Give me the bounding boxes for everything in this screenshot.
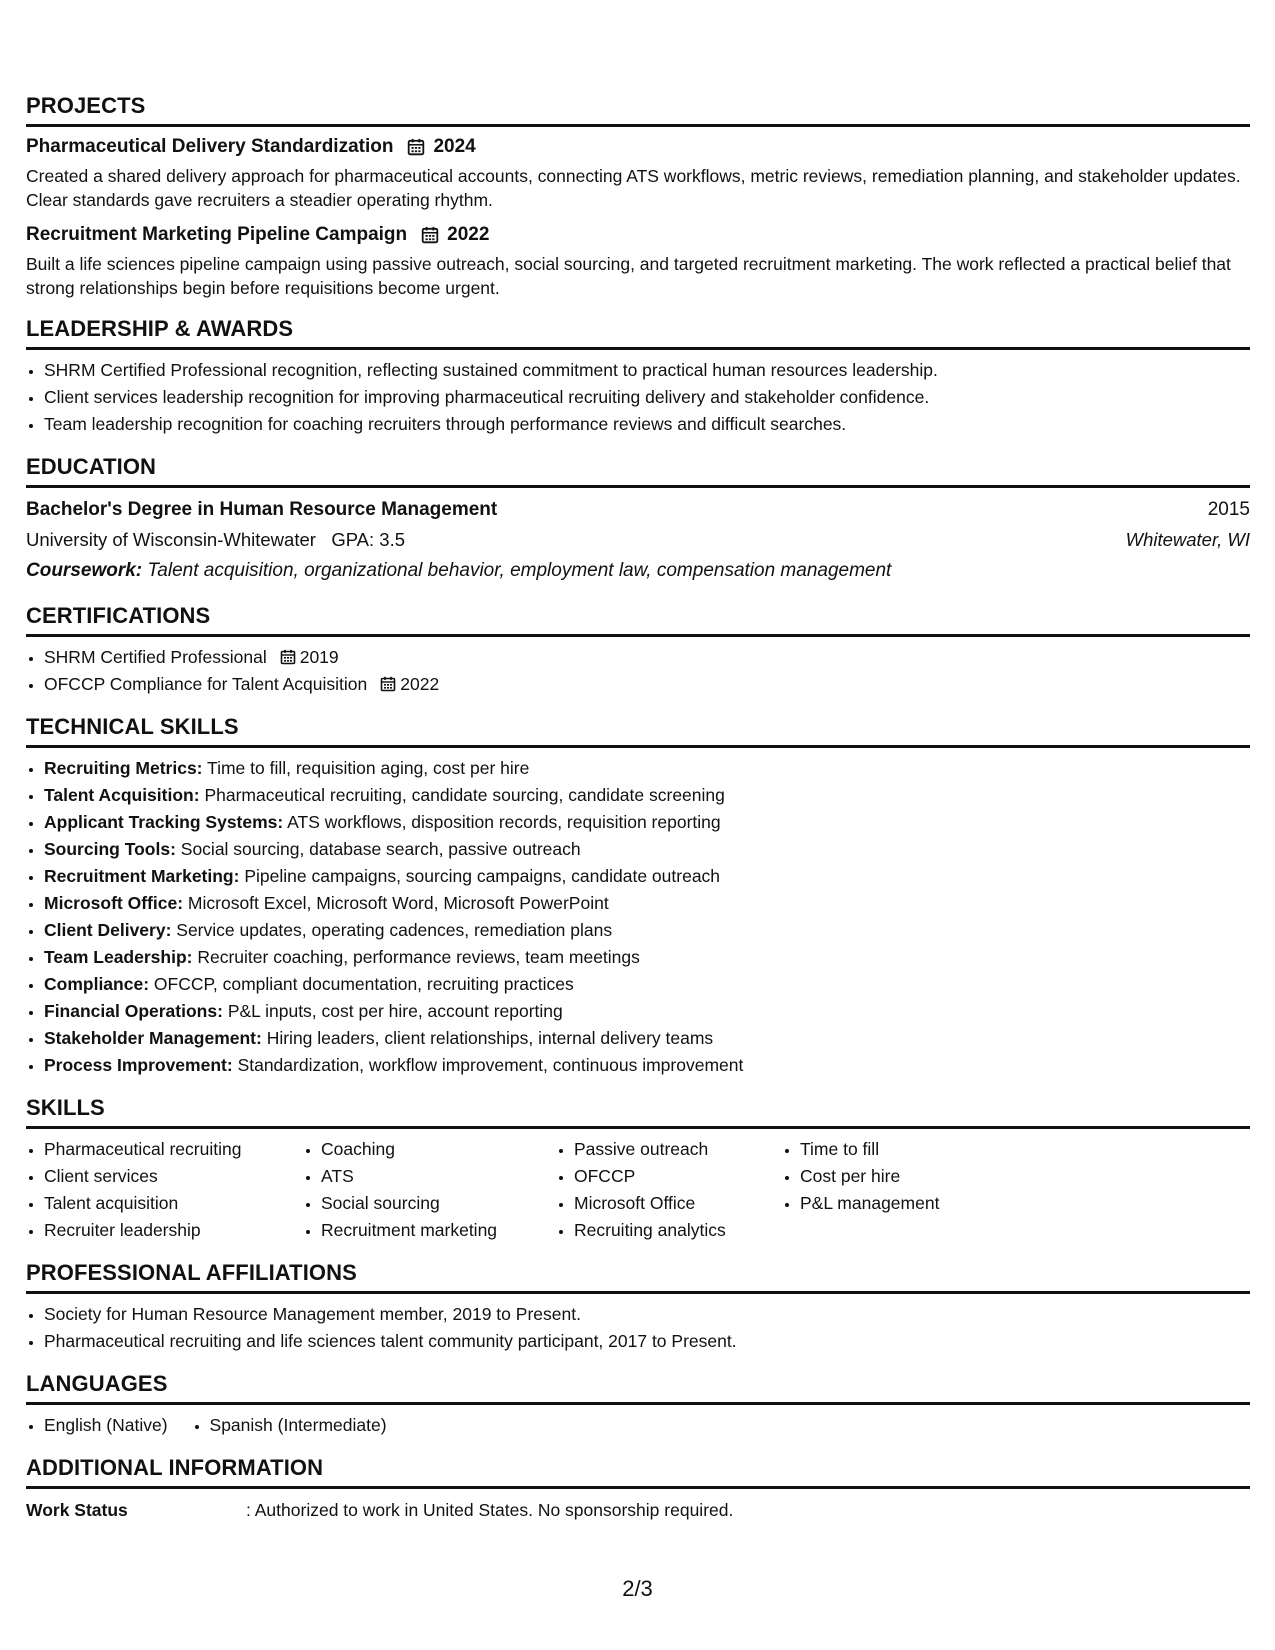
education-school-row (26, 525, 1250, 555)
technical-skill-item (44, 755, 1250, 782)
resume-page (26, 93, 1250, 1524)
skill-values: Recruiter coaching, performance reviews, team meetings (197, 947, 640, 967)
skill-category: Microsoft Office: (44, 893, 184, 913)
technical-skill-item (44, 890, 1250, 917)
school-name: University of Wisconsin-Whitewater (26, 529, 316, 550)
skill-item: • OFCCP (574, 1163, 782, 1190)
skills-column (556, 1136, 782, 1244)
section-title-languages: LANGUAGES (26, 1371, 1250, 1405)
project-description: Created a shared delivery approach for pharmaceutical accounts, connecting ATS workflows, metric reviews, remediation planning, and stakeholder updates. Clear standards gave recruiters a steadier operating rhythm. (26, 166, 1241, 210)
skill-category: Stakeholder Management: (44, 1028, 262, 1048)
section-title-education: EDUCATION (26, 454, 1250, 488)
coursework-list: Talent acquisition, organizational behavior, employment law, compensation management (147, 560, 892, 581)
work-status-row (26, 1496, 1250, 1524)
skill-category: Team Leadership: (44, 947, 193, 967)
project-title (26, 134, 1250, 160)
skills-column (782, 1136, 939, 1244)
skill-values: Social sourcing, database search, passive outreach (180, 839, 581, 859)
leadership-list (26, 357, 1250, 438)
certification-year: 2022 (400, 674, 440, 694)
language-item: • Spanish (Intermediate) (210, 1412, 387, 1439)
work-status-label: Work Status (26, 1500, 128, 1520)
calendar-icon (380, 676, 396, 692)
project-entry (26, 222, 1250, 300)
school-location: Whitewater, WI (1125, 529, 1250, 550)
skill-category: Compliance: (44, 974, 150, 994)
skill-item: • Client services (44, 1163, 303, 1190)
skill-values: Pharmaceutical recruiting, candidate sourcing, candidate screening (204, 785, 725, 805)
project-name: Pharmaceutical Delivery Standardization (26, 136, 394, 157)
skill-item: • Cost per hire (800, 1163, 939, 1190)
project-year: 2024 (433, 136, 476, 157)
coursework-label: Coursework: (26, 560, 143, 581)
section-title-technical-skills: TECHNICAL SKILLS (26, 714, 1250, 748)
calendar-icon (280, 649, 296, 665)
skill-category: Sourcing Tools: (44, 839, 176, 859)
education-degree-row (26, 495, 1250, 525)
language-list (26, 1412, 168, 1439)
technical-skill-item (44, 944, 1250, 971)
languages-row (26, 1412, 1250, 1439)
section-title-leadership: LEADERSHIP & AWARDS (26, 316, 1250, 350)
skill-values: Microsoft Excel, Microsoft Word, Microsoft PowerPoint (187, 893, 609, 913)
technical-skill-item (44, 863, 1250, 890)
graduation-year: 2015 (1207, 499, 1250, 520)
skill-item: • Coaching (321, 1136, 556, 1163)
skill-values: P&L inputs, cost per hire, account reporting (227, 1001, 563, 1021)
skill-values: Hiring leaders, client relationships, internal delivery teams (266, 1028, 714, 1048)
list-item: • Team leadership recognition for coaching recruiters through performance reviews and difficult searches. (44, 411, 1250, 438)
skill-item: • Recruiting analytics (574, 1217, 782, 1244)
skill-values: Time to fill, requisition aging, cost per hire (207, 758, 530, 778)
language-item: • English (Native) (44, 1412, 168, 1439)
affiliations-list (26, 1301, 1250, 1355)
section-title-additional: ADDITIONAL INFORMATION (26, 1455, 1250, 1489)
project-name: Recruitment Marketing Pipeline Campaign (26, 224, 408, 245)
coursework (26, 555, 1250, 587)
gpa: GPA: 3.5 (331, 529, 406, 550)
certification-name: OFCCP Compliance for Talent Acquisition (44, 674, 368, 694)
technical-skill-item (44, 782, 1250, 809)
skill-category: Recruiting Metrics: (44, 758, 203, 778)
section-title-projects: PROJECTS (26, 93, 1250, 127)
skill-category: Applicant Tracking Systems: (44, 812, 284, 832)
skill-values: OFCCP, compliant documentation, recruiting practices (153, 974, 574, 994)
technical-skill-item (44, 998, 1250, 1025)
technical-skill-item (44, 917, 1250, 944)
skill-item: • Microsoft Office (574, 1190, 782, 1217)
certification-year: 2019 (299, 647, 339, 667)
skill-item: • Social sourcing (321, 1190, 556, 1217)
skill-category: Talent Acquisition: (44, 785, 200, 805)
project-year: 2022 (447, 224, 490, 245)
list-item: • Pharmaceutical recruiting and life sciences talent community participant, 2017 to Present. (44, 1328, 1250, 1355)
technical-skill-item (44, 1025, 1250, 1052)
skill-item: • Recruiter leadership (44, 1217, 303, 1244)
skill-item: • Pharmaceutical recruiting (44, 1136, 303, 1163)
project-entry (26, 134, 1250, 212)
skills-column (26, 1136, 303, 1244)
technical-skill-item (44, 1052, 1250, 1079)
list-item: • Society for Human Resource Management member, 2019 to Present. (44, 1301, 1250, 1328)
work-status-value: : Authorized to work in United States. No sponsorship required. (246, 1500, 734, 1520)
language-list (192, 1412, 387, 1439)
page-number: 2/3 (622, 1576, 653, 1601)
list-item: • Client services leadership recognition for improving pharmaceutical recruiting delivery and stakeholder confidence. (44, 384, 1250, 411)
skills-grid (26, 1136, 1250, 1244)
skill-values: Standardization, workflow improvement, continuous improvement (237, 1055, 744, 1075)
degree: Bachelor's Degree in Human Resource Management (26, 499, 498, 520)
section-title-affiliations: PROFESSIONAL AFFILIATIONS (26, 1260, 1250, 1294)
skill-item: • Talent acquisition (44, 1190, 303, 1217)
skill-category: Client Delivery: (44, 920, 172, 940)
skill-category: Recruitment Marketing: (44, 866, 240, 886)
project-description: Built a life sciences pipeline campaign using passive outreach, social sourcing, and targeted recruitment marketing. The work reflected a practical belief that strong relationships begin before requisitions become urgent. (26, 254, 1231, 298)
technical-skill-item (44, 809, 1250, 836)
section-title-certifications: CERTIFICATIONS (26, 603, 1250, 637)
certification-item (44, 671, 1250, 698)
calendar-icon (407, 138, 425, 156)
skill-item: • Passive outreach (574, 1136, 782, 1163)
skills-column (303, 1136, 556, 1244)
technical-skill-item (44, 836, 1250, 863)
certification-item (44, 644, 1250, 671)
skill-category: Financial Operations: (44, 1001, 223, 1021)
technical-skill-item (44, 971, 1250, 998)
skill-values: ATS workflows, disposition records, requisition reporting (287, 812, 721, 832)
calendar-icon (421, 226, 439, 244)
certifications-list (26, 644, 1250, 698)
skill-values: Service updates, operating cadences, remediation plans (176, 920, 613, 940)
skill-item: • ATS (321, 1163, 556, 1190)
list-item: • SHRM Certified Professional recognition, reflecting sustained commitment to practical human resources leadership. (44, 357, 1250, 384)
certification-name: SHRM Certified Professional (44, 647, 267, 667)
technical-skills-list (26, 755, 1250, 1079)
section-title-skills: SKILLS (26, 1095, 1250, 1129)
skill-item: • Recruitment marketing (321, 1217, 556, 1244)
skill-category: Process Improvement: (44, 1055, 233, 1075)
skill-values: Pipeline campaigns, sourcing campaigns, candidate outreach (244, 866, 721, 886)
skill-item: • P&L management (800, 1190, 939, 1217)
project-title (26, 222, 1250, 248)
skill-item: • Time to fill (800, 1136, 939, 1163)
